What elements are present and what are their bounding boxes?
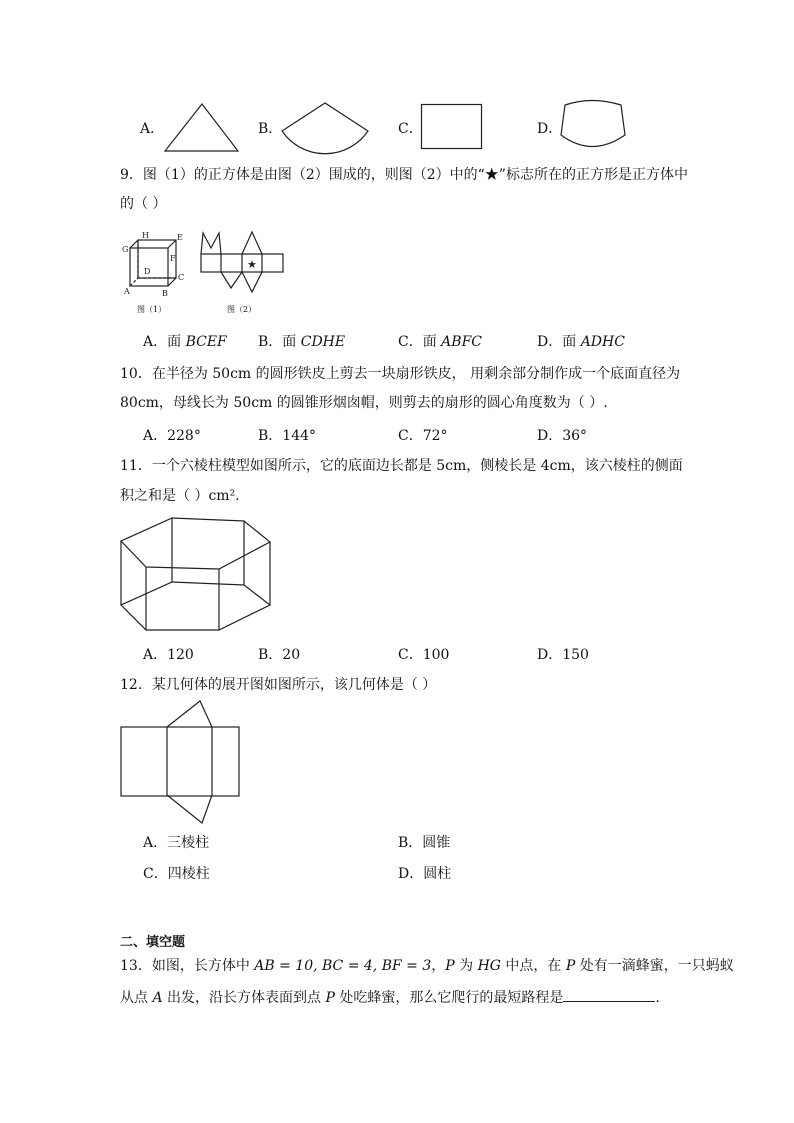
q11-hexagonal-prism-figure (120, 517, 272, 632)
cube-label-b: B (162, 289, 168, 298)
q9-option-a: A．面 BCEF (143, 334, 227, 350)
q8-option-b-sector (280, 100, 370, 155)
cube-label-d: D (144, 267, 151, 276)
q12-option-a: A．三棱柱 (143, 835, 210, 851)
q9-fig1-caption: 图（1） (137, 305, 167, 314)
cube-label-e: E (177, 233, 183, 242)
cube-label-g: G (122, 245, 129, 254)
q11-stem-line2: 积之和是（ ）cm². (120, 488, 240, 504)
q12-net-figure (120, 700, 242, 800)
q9-net-figure (200, 230, 290, 296)
q9-stem-line2: 的（ ） (120, 196, 167, 212)
q11-stem-line1: 11．一个六棱柱模型如图所示，它的底面边长都是 5cm，侧棱长是 4cm，该六棱柱的侧面 (120, 458, 683, 474)
q13-answer-blank[interactable] (563, 987, 655, 1002)
q10-option-d: D．36° (537, 428, 588, 444)
q11-option-c: C．100 (398, 647, 450, 663)
q9-option-d: D．面 ADHC (537, 334, 625, 350)
q8-option-d-annular-sector (558, 100, 628, 150)
q9-fig2-caption: 图（2） (227, 305, 257, 314)
q9-stem-line1: 9．图（1）的正方体是由图（2）围成的，则图（2）中的“★”标志所在的正方形是正方体中 (120, 167, 688, 183)
q11-option-a: A．120 (143, 647, 194, 663)
cube-label-h: H (142, 231, 149, 240)
q8-option-d-label: D． (537, 121, 563, 137)
q9-option-c: C．面 ABFC (398, 334, 482, 350)
q12-option-d: D．圆柱 (398, 866, 452, 882)
q10-option-b: B．144° (258, 428, 317, 444)
q12-stem: 12．某几何体的展开图如图所示，该几何体是（ ） (120, 677, 437, 693)
q8-option-c-label: C． (398, 121, 423, 137)
cube-label-c: C (178, 273, 185, 282)
star-icon: ★ (247, 258, 257, 271)
q13-stem-line1: 13．如图，长方体中 AB = 10, BC = 4, BF = 3，P 为 HG 中点，在 P 处有一滴蜂蜜，一只蚂蚁 (120, 958, 734, 974)
q10-option-c: C．72° (398, 428, 448, 444)
q8-option-a-triangle (164, 103, 240, 153)
section-title-fill-in: 二、填空题 (120, 935, 186, 950)
q12-option-c: C．四棱柱 (143, 866, 210, 882)
cube-label-a: A (124, 287, 130, 296)
q10-stem-line2: 80cm，母线长为 50cm 的圆锥形烟囱帽，则剪去的扇形的圆心角度数为（ ）. (120, 395, 608, 411)
q9-option-b: B．面 CDHE (258, 334, 346, 350)
q8-option-c-rectangle (421, 104, 483, 150)
q13-stem-line2: 从点 A 出发，沿长方体表面到点 P 处吃蜂蜜，那么它爬行的最短路程是 . (120, 987, 660, 1008)
q9-cube-figure (122, 232, 192, 302)
q8-option-b-label: B． (258, 121, 283, 137)
q11-option-b: B．20 (258, 647, 301, 663)
q8-option-a-label: A． (140, 121, 165, 137)
cube-label-f: F (170, 254, 176, 263)
q10-option-a: A．228° (143, 428, 201, 444)
q10-stem-line1: 10．在半径为 50cm 的圆形铁皮上剪去一块扇形铁皮， 用剩余部分制作成一个底面直径为 (120, 366, 681, 382)
q11-option-d: D．150 (537, 647, 589, 663)
q12-option-b: B．圆锥 (398, 835, 451, 851)
